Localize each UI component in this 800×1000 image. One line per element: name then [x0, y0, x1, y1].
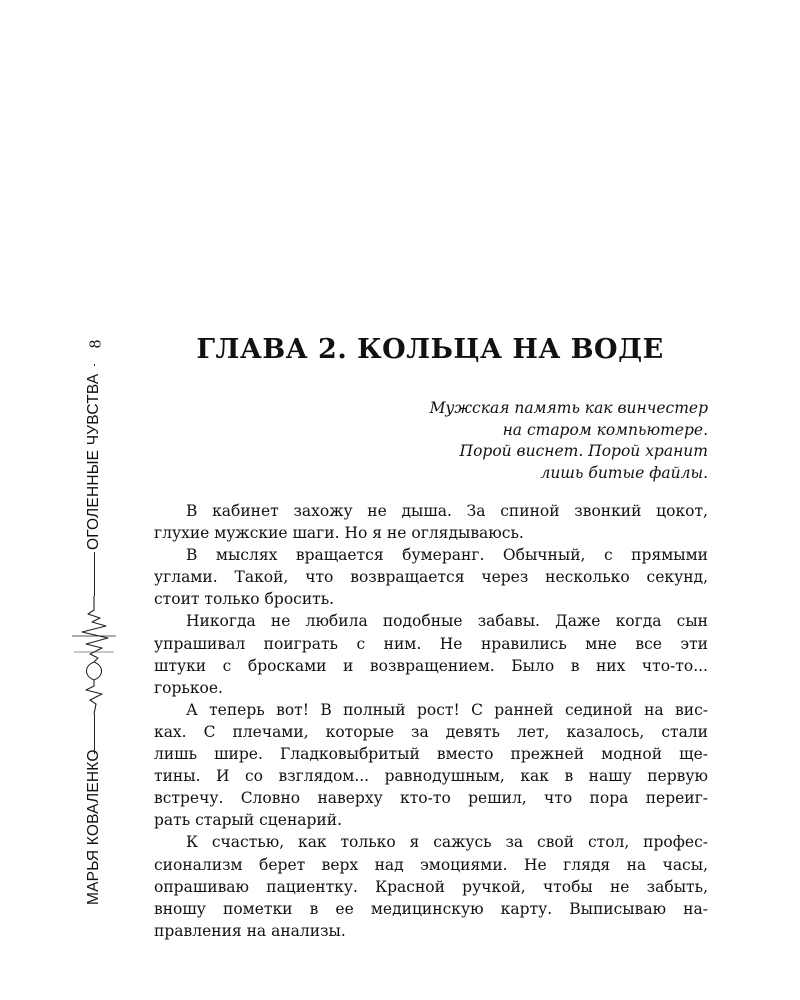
text-line: горькое. — [154, 678, 223, 697]
text-line: лишь шире. Гладковыбритый вместо прежней модной ще- — [154, 745, 708, 764]
text-line: А теперь вот! В полный рост! С ранней сединой на вис- — [186, 700, 708, 719]
text-line: правления на анализы. — [154, 921, 346, 940]
page-number: 8 — [85, 339, 104, 349]
body-text — [154, 500, 708, 942]
chapter-title: ГЛАВА 2. КОЛЬЦА НА ВОДЕ — [196, 334, 664, 365]
divider-line-top — [94, 364, 95, 366]
text-line: вношу пометки в ее медицинскую карту. Выписываю на- — [154, 899, 708, 918]
divider-line-upper — [94, 552, 95, 596]
epigraph-line: Мужская память как винчестер — [429, 399, 708, 417]
text-line: сионализм берет верх над эмоциями. Не глядя на часы, — [154, 855, 708, 874]
text-line: глухие мужские шаги. Но я не оглядываюсь. — [154, 524, 524, 543]
running-head-book-title: ОГОЛЕННЫЕ ЧУВСТВА — [85, 373, 102, 550]
text-line: В кабинет захожу не дыша. За спиной звонкий цокот, — [186, 502, 708, 520]
text-line: стоит только бросить. — [154, 590, 335, 609]
text-line: тины. И со взглядом... равнодушным, как в нашу первую — [154, 767, 708, 786]
text-line: К счастью, как только я сажусь за свой стол, профес- — [186, 833, 708, 852]
text-line: углами. Такой, что возвращается через несколько секунд, — [154, 568, 708, 587]
text-line: штуки с бросками и возвращением. Было в них что-то... — [154, 656, 708, 675]
epigraph-line: на старом компьютере. — [502, 420, 708, 439]
heartbeat-ornament-icon — [68, 596, 120, 714]
text-line: рать старый сценарий. — [154, 811, 343, 830]
epigraph-line: Порой виснет. Порой хранит — [459, 442, 708, 460]
text-line: ках. С плечами, которые за девять лет, казалось, стали — [154, 722, 708, 741]
text-line: упрашивал поиграть с ним. Не нравились мне все эти — [154, 634, 708, 653]
epigraph — [348, 398, 708, 484]
text-line: Никогда не любила подобные забавы. Даже когда сын — [186, 612, 708, 631]
text-line: встречу. Словно наверху кто-то решил, что пора переиг- — [154, 789, 708, 808]
epigraph-line: лишь битые файлы. — [540, 463, 708, 482]
running-head-author: МАРЬЯ КОВАЛЕНКО — [85, 749, 102, 905]
text-line: опрашиваю пациентку. Красной ручкой, чтобы не забыть, — [154, 877, 708, 896]
text-line: В мыслях вращается бумеранг. Обычный, с прямыми — [186, 546, 708, 565]
divider-line-lower — [94, 714, 95, 754]
